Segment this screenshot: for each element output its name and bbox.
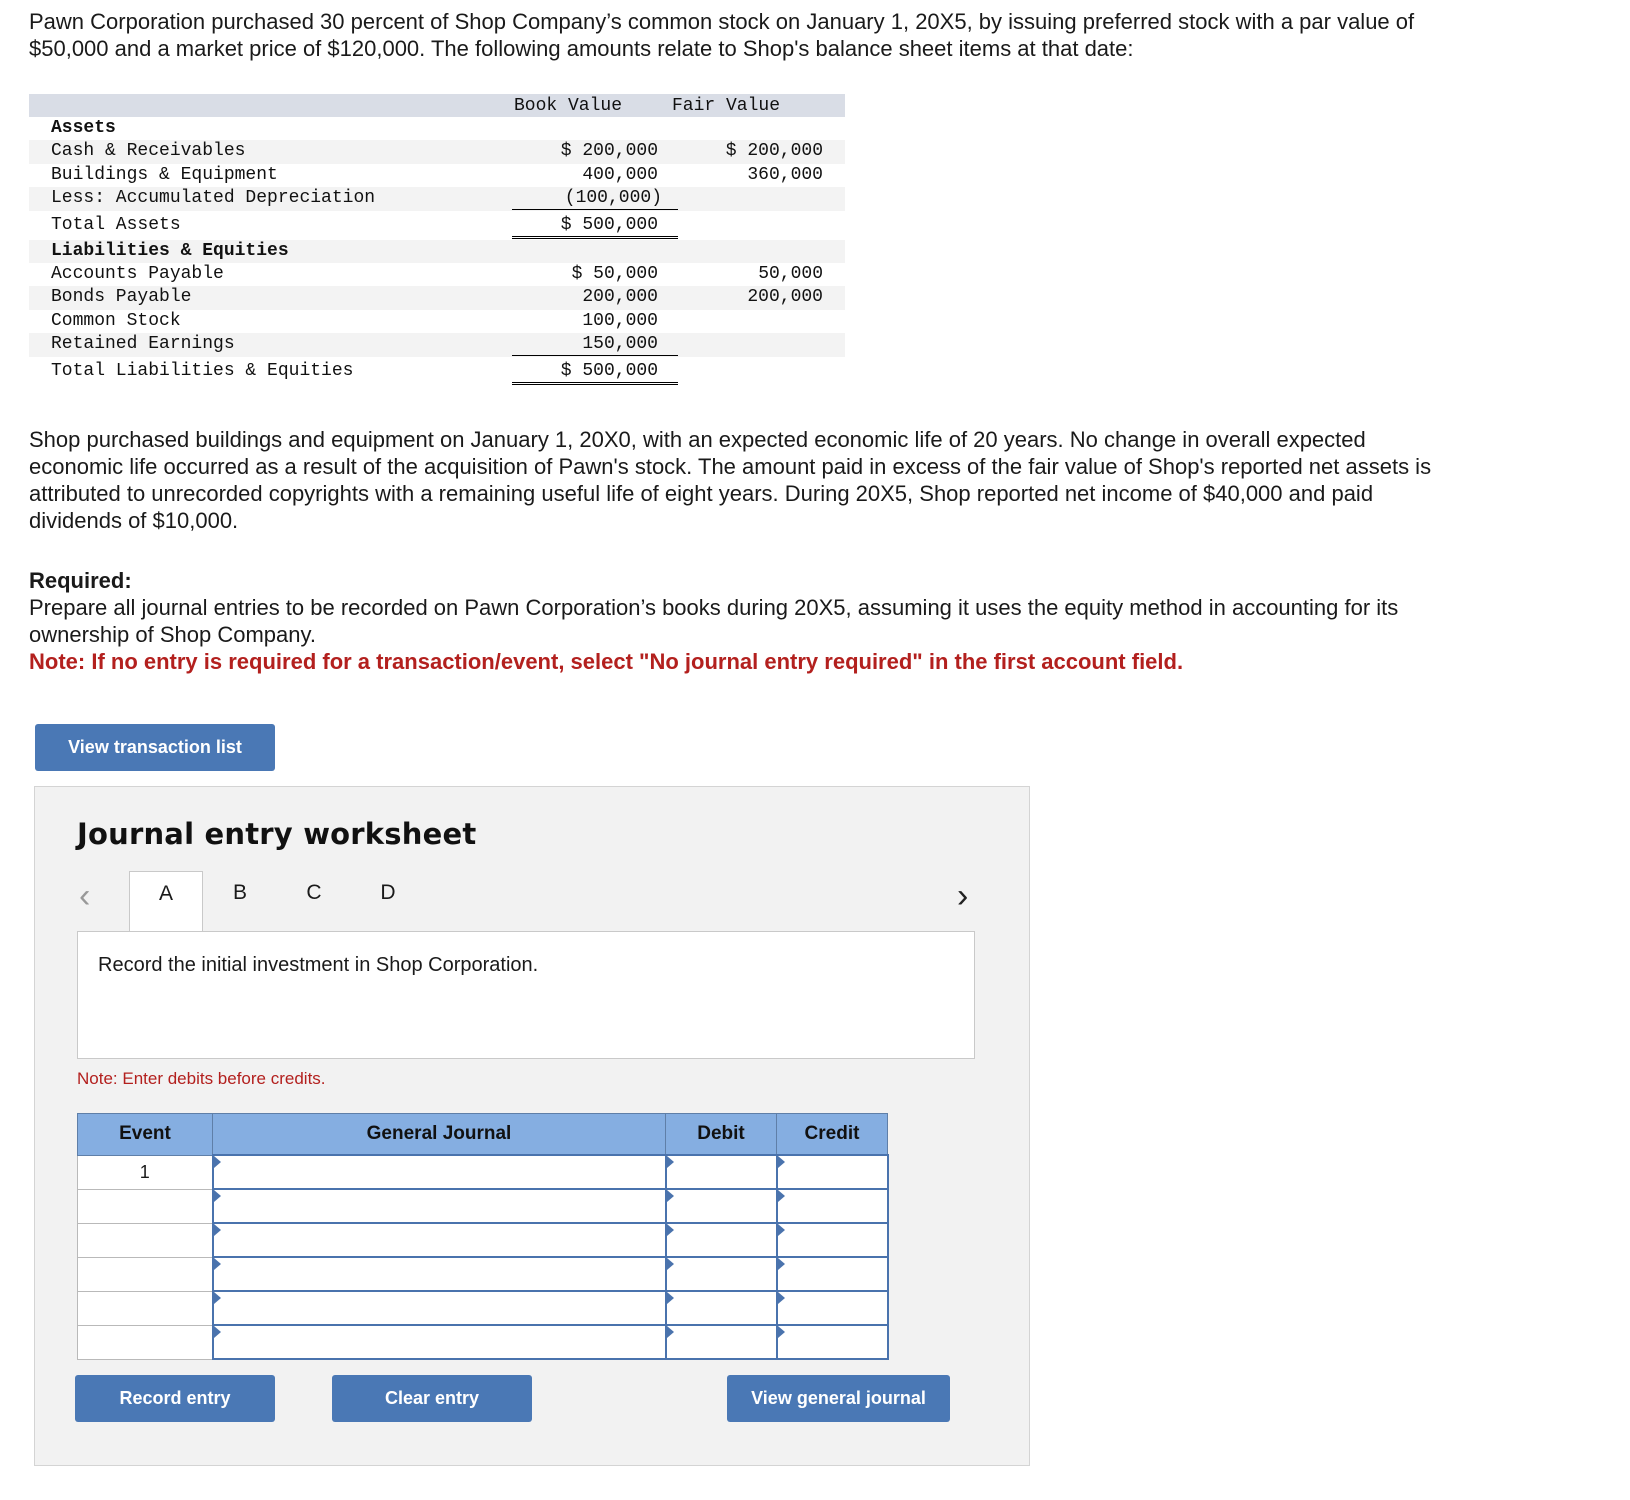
tab-c[interactable]: C bbox=[306, 881, 322, 904]
bs-row-accounts-payable: Accounts Payable $ 50,000 50,000 bbox=[51, 263, 823, 284]
bs-row-cash: Cash & Receivables $ 200,000 $ 200,000 bbox=[29, 140, 845, 163]
journal-header-row bbox=[78, 1114, 888, 1156]
required-section bbox=[29, 567, 1449, 675]
bs-row-accum-depreciation: Less: Accumulated Depreciation (100,000) bbox=[29, 187, 845, 210]
credit-column-header: Credit bbox=[777, 1114, 888, 1156]
credit-input[interactable] bbox=[778, 1190, 887, 1222]
problem-intro: Pawn Corporation purchased 30 percent of Shop Company’s common stock on January 1, 20X5, by issuing preferred stock with a par value of $50,000 and a market price of $120,000. The following amounts relate to Shop's balance sheet items at that date: bbox=[29, 9, 1415, 61]
bs-row-liabilities-heading: Liabilities & Equities bbox=[29, 240, 845, 263]
bs-row-buildings: Buildings & Equipment 400,000 360,000 bbox=[51, 164, 823, 185]
debit-column-header: Debit bbox=[666, 1114, 777, 1156]
event-cell bbox=[78, 1291, 213, 1325]
view-transaction-list-button[interactable]: View transaction list bbox=[35, 724, 275, 771]
problem-details: Shop purchased buildings and equipment on January 1, 20X0, with an expected economic life of 20 years. No change in overall expected economic life occurred as a result of the acquisition of Pawn's stock. The amount paid in excess of the fair value of Shop's reported net assets is attributed to unrecorded copyrights with a remaining useful life of eight years. During 20X5, Shop reported net income of $40,000 and paid dividends of $10,000. bbox=[29, 427, 1432, 533]
event-column-header: Event bbox=[78, 1114, 213, 1156]
bs-row-bonds-payable: Bonds Payable 200,000 200,000 bbox=[29, 286, 845, 309]
event-cell bbox=[78, 1189, 213, 1223]
event-cell bbox=[78, 1325, 213, 1359]
required-note: Note: If no entry is required for a transaction/event, select "No journal entry required" in the first account field. bbox=[29, 649, 1184, 674]
table-row bbox=[78, 1155, 888, 1189]
bs-row-common-stock: Common Stock 100,000 bbox=[51, 310, 658, 331]
required-text: Prepare all journal entries to be recorded on Pawn Corporation’s books during 20X5, assuming it uses the equity method in accounting for its ownership of Shop Company. bbox=[29, 595, 1399, 647]
bs-row-retained-earnings: Retained Earnings 150,000 bbox=[29, 333, 845, 356]
worksheet-tab-bar bbox=[77, 871, 977, 931]
required-label: Required: bbox=[29, 568, 132, 593]
tab-b[interactable]: B bbox=[232, 881, 247, 904]
event-cell bbox=[78, 1257, 213, 1291]
balance-sheet-table bbox=[29, 94, 845, 386]
debit-input[interactable] bbox=[667, 1326, 776, 1358]
bs-row-total-liabilities-equities: Total Liabilities & Equities $ 500,000 bbox=[29, 357, 845, 386]
account-input[interactable] bbox=[214, 1190, 665, 1222]
total-double-rule bbox=[512, 236, 678, 239]
book-value-header: Book Value bbox=[514, 96, 623, 116]
record-entry-button[interactable]: Record entry bbox=[75, 1375, 275, 1422]
credit-input[interactable] bbox=[778, 1156, 887, 1188]
debit-input[interactable] bbox=[667, 1258, 776, 1290]
chevron-right-icon[interactable]: › bbox=[957, 877, 969, 915]
account-input[interactable] bbox=[214, 1292, 665, 1324]
view-general-journal-button[interactable]: View general journal bbox=[727, 1375, 950, 1422]
transaction-prompt: Record the initial investment in Shop Corporation. bbox=[98, 954, 539, 976]
debit-input[interactable] bbox=[667, 1190, 776, 1222]
account-input[interactable] bbox=[214, 1326, 665, 1358]
account-input[interactable] bbox=[214, 1258, 665, 1290]
journal-table bbox=[77, 1113, 889, 1360]
debit-input[interactable] bbox=[667, 1156, 776, 1188]
journal-entry-worksheet bbox=[34, 786, 1030, 1466]
credit-input[interactable] bbox=[778, 1292, 887, 1324]
table-row bbox=[78, 1223, 888, 1257]
tab-a[interactable]: A bbox=[129, 871, 203, 932]
general-journal-column-header: General Journal bbox=[213, 1114, 666, 1156]
bs-row-total-assets: Total Assets $ 500,000 bbox=[29, 211, 845, 240]
event-cell: 1 bbox=[78, 1155, 213, 1189]
chevron-left-icon[interactable]: ‹ bbox=[79, 877, 91, 915]
balance-sheet-header bbox=[29, 94, 845, 117]
total-double-rule bbox=[512, 382, 678, 385]
account-input[interactable] bbox=[214, 1224, 665, 1256]
worksheet-title: Journal entry worksheet bbox=[77, 817, 477, 851]
debit-input[interactable] bbox=[667, 1292, 776, 1324]
table-row bbox=[78, 1325, 888, 1359]
account-input[interactable] bbox=[214, 1156, 665, 1188]
transaction-prompt-box bbox=[77, 931, 975, 1059]
bs-row-assets-heading: Assets bbox=[51, 118, 116, 138]
credit-input[interactable] bbox=[778, 1258, 887, 1290]
debit-input[interactable] bbox=[667, 1224, 776, 1256]
credit-input[interactable] bbox=[778, 1224, 887, 1256]
table-row bbox=[78, 1291, 888, 1325]
event-cell bbox=[78, 1223, 213, 1257]
credit-input[interactable] bbox=[778, 1326, 887, 1358]
tab-d[interactable]: D bbox=[380, 881, 396, 904]
table-row bbox=[78, 1189, 888, 1223]
debits-note: Note: Enter debits before credits. bbox=[77, 1069, 326, 1088]
fair-value-header: Fair Value bbox=[672, 96, 781, 116]
table-row bbox=[78, 1257, 888, 1291]
clear-entry-button[interactable]: Clear entry bbox=[332, 1375, 532, 1422]
